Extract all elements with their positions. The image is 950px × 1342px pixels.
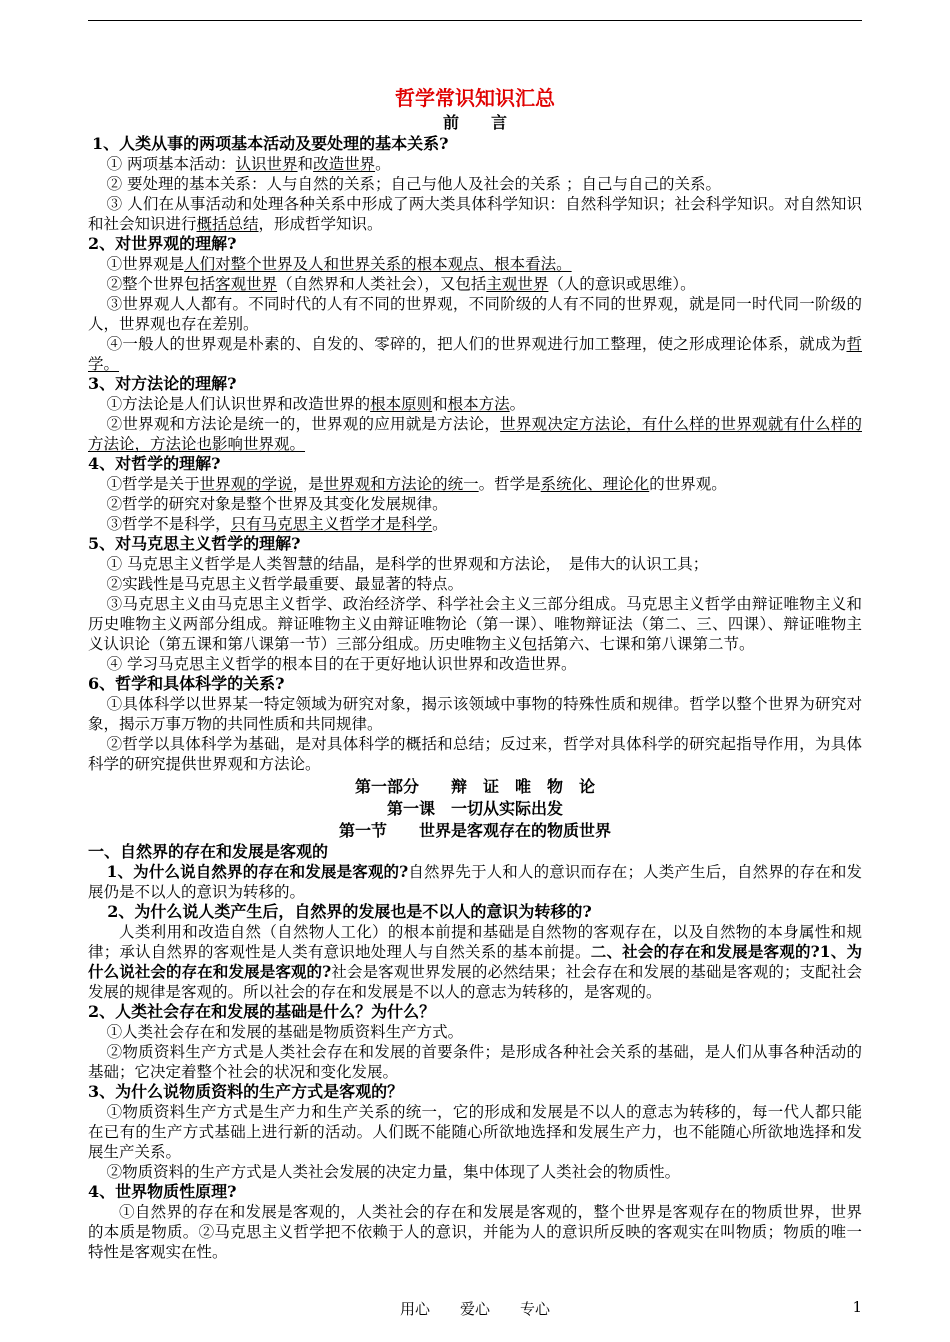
s2-q2-line-1: ①人类社会存在和发展的基础是物质资料生产方式。: [106, 1023, 464, 1041]
s1-q1: 1、为什么说自然界的存在和发展是客观的?自然界先于人和人的意识而存在；人类产生后，自然界的存在和发展仍是不以人的意识为转移的。: [88, 862, 862, 901]
page-content: [88, 84, 862, 1262]
lesson-heading: 第一课 一切从实际出发: [386, 799, 563, 818]
s1-q2-title: 2、为什么说人类产生后，自然界的发展也是不以人的意识为转移的?: [107, 902, 592, 921]
document-title: 哲学常识知识汇总: [395, 86, 555, 110]
s1-title: 一、自然界的存在和发展是客观的: [88, 842, 329, 861]
preface-heading: 前 言: [442, 113, 507, 132]
q4-line-1: ①哲学是关于世界观的学说，是世界观和方法论的统一。哲学是系统化、理论化的世界观。: [106, 475, 727, 493]
s2-q3-line-2: ②物质资料的生产方式是人类社会发展的决定力量，集中体现了人类社会的物质性。: [106, 1163, 681, 1181]
header-rule: [88, 20, 862, 21]
s1-q2-text: 人类利用和改造自然（自然物人工化）的根本前提和基础是自然物的客观存在，以及自然物的本身属性和规律；承认自然界的客观性是人类有意识地处理人与自然关系的基本前提。二、社会的存在和发展是客观的?1、为什么说社会的存在和发展是客观的?社会是客观世界发展的必然结果；社会存在和发展的基础是客观的；支配社会发展的规律是客观的。所以社会的存在和发展是不以人的意志为转移的，是客观的。: [88, 923, 862, 1001]
q1-line-1: ① 两项基本活动：认识世界和改造世界。: [106, 155, 391, 173]
q3-title: 3、对方法论的理解?: [88, 374, 237, 393]
q2-line-1: ①世界观是人们对整个世界及人和世界关系的根本观点、根本看法。: [106, 255, 572, 273]
q5-title: 5、对马克思主义哲学的理解?: [88, 534, 301, 553]
s2-q3-title: 3、为什么说物质资料的生产方式是客观的？: [88, 1082, 404, 1101]
q6-line-1: ①具体科学以世界某一特定领域为研究对象，揭示该领域中事物的特殊性质和规律。哲学以整个世界为研究对象，揭示万事万物的共同性质和共同规律。: [88, 695, 862, 733]
s2-q3-line-1: ①物质资料生产方式是生产力和生产关系的统一，它的形成和发展是不以人的意志为转移的，每一代人都只能在已有的生产方式基础上进行新的活动。人们既不能随心所欲地选择和发展生产力，也不能随心所欲地选择和发展生产关系。: [88, 1103, 862, 1161]
section-heading: 第一节 世界是客观存在的物质世界: [338, 821, 611, 840]
q2-title: 2、对世界观的理解?: [88, 234, 237, 253]
q4-line-2: ②哲学的研究对象是整个世界及其变化发展规律。: [106, 495, 448, 513]
q1-title: 1、人类从事的两项基本活动及要处理的基本关系?: [92, 134, 449, 153]
q2-line-2: ②整个世界包括客观世界（自然界和人类社会），又包括主观世界（人的意识或思维）。: [106, 275, 696, 293]
q5-line-4: ④ 学习马克思主义哲学的根本目的在于更好地认识世界和改造世界。: [106, 655, 577, 673]
q5-line-1: ① 马克思主义哲学是人类智慧的结晶，是科学的世界观和方法论， 是伟大的认识工具；: [106, 555, 709, 573]
q5-line-3: ③马克思主义由马克思主义哲学、政治经济学、科学社会主义三部分组成。马克思主义哲学由辩证唯物主义和历史唯物主义两部分组成。辩证唯物主义由辩证唯物论（第一课）、唯物辩证法（第二、三、四课）、辩证唯物主义认识论（第五课和第八课第一节）三部分组成。历史唯物主义包括第六、七课和第八课第二节。: [88, 595, 862, 653]
q1-line-3: ③ 人们在从事活动和处理各种关系中形成了两大类具体科学知识：自然科学知识；社会科学知识。对自然知识和社会知识进行概括总结，形成哲学知识。: [88, 195, 862, 233]
part-heading: 第一部分 辩 证 唯 物 论: [354, 777, 595, 796]
q6-title: 6、哲学和具体科学的关系?: [88, 674, 285, 693]
q3-line-1: ①方法论是人们认识世界和改造世界的根本原则和根本方法。: [106, 395, 526, 413]
page-number: 1: [852, 1298, 862, 1316]
s2-q4-text: ①自然界的存在和发展是客观的，人类社会的存在和发展是客观的，整个世界是客观存在的物质世界，世界的本质是物质。②马克思主义哲学把不依赖于人的意识，并能为人的意识所反映的客观实在叫物质；物质的唯一特性是客观实在性。: [88, 1203, 862, 1261]
footer-motto: 用心 爱心 专心: [399, 1300, 550, 1318]
q3-line-2: ②世界观和方法论是统一的，世界观的应用就是方法论，世界观决定方法论，有什么样的世界观就有什么样的方法论，方法论也影响世界观。: [88, 415, 862, 453]
s2-q2-title: 2、人类社会存在和发展的基础是什么？为什么？: [88, 1002, 436, 1021]
page-footer: [0, 1298, 950, 1320]
q5-line-2: ②实践性是马克思主义哲学最重要、最显著的特点。: [106, 575, 464, 593]
q4-title: 4、对哲学的理解?: [88, 454, 221, 473]
q1-line-2: ② 要处理的基本关系：人与自然的关系；自己与他人及社会的关系 ；自己与自己的关系。: [106, 175, 721, 193]
q2-line-3: ③世界观人人都有。不同时代的人有不同的世界观，不同阶级的人有不同的世界观，就是同一时代同一阶级的人，世界观也存在差别。: [88, 295, 862, 333]
q6-line-2: ②哲学以具体科学为基础，是对具体科学的概括和总结；反过来，哲学对具体科学的研究起指导作用，为具体科学的研究提供世界观和方法论。: [88, 735, 862, 773]
s2-q4-title: 4、世界物质性原理?: [88, 1182, 237, 1201]
s2-q2-line-2: ②物质资料生产方式是人类社会存在和发展的首要条件；是形成各种社会关系的基础，是人们从事各种活动的基础；它决定着整个社会的状况和变化发展。: [88, 1043, 862, 1081]
q2-line-4: ④一般人的世界观是朴素的、自发的、零碎的，把人们的世界观进行加工整理，使之形成理论体系，就成为哲学。: [88, 335, 862, 373]
q4-line-3: ③哲学不是科学，只有马克思主义哲学才是科学。: [106, 515, 448, 533]
